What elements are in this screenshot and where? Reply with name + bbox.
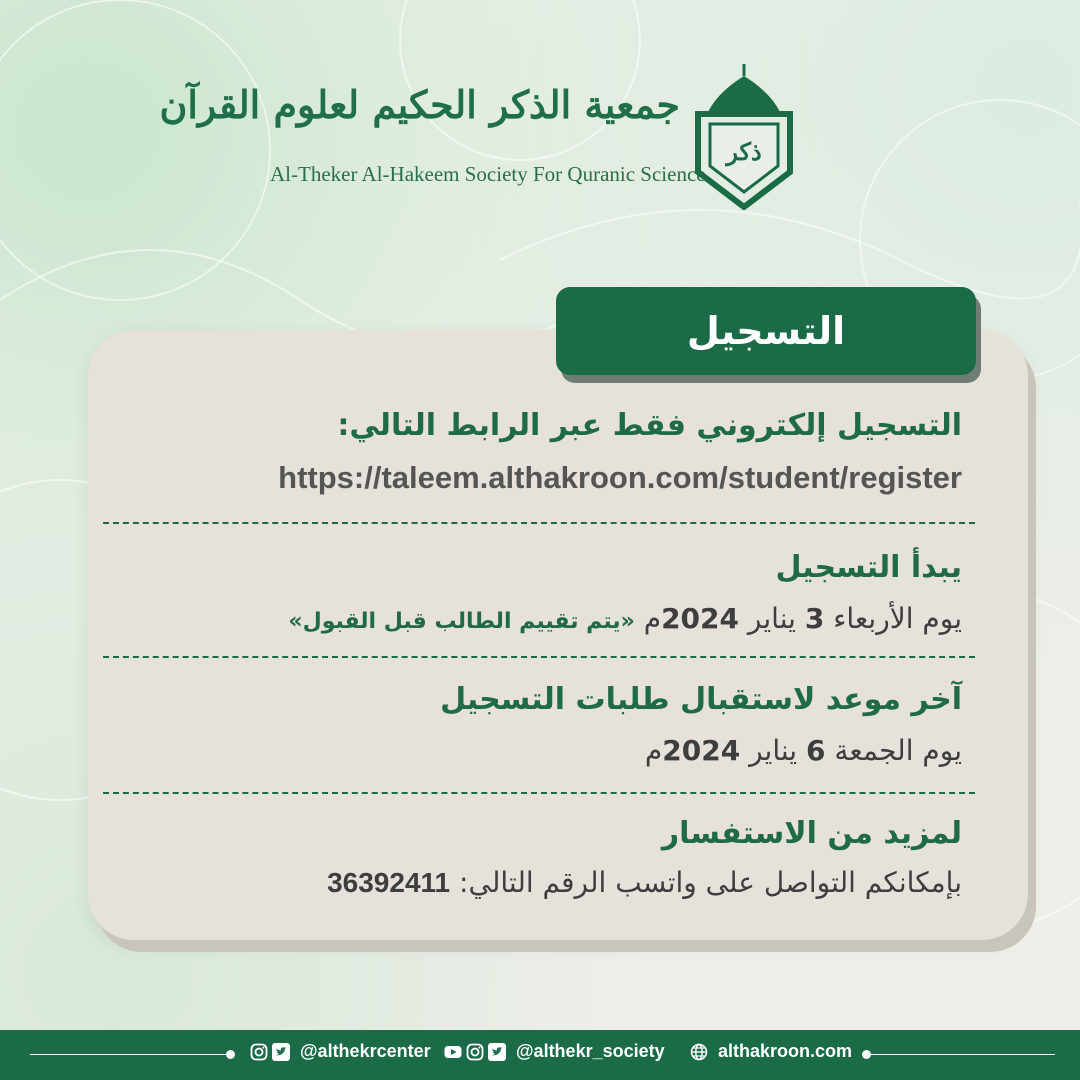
deadline-year: 2024	[662, 734, 741, 767]
twitter-icon[interactable]	[272, 1043, 290, 1061]
svg-text:ذكر: ذكر	[726, 137, 762, 166]
footer-social-group-2[interactable]	[444, 1041, 665, 1062]
footer	[0, 1030, 1080, 1080]
deadline-day-prefix: يوم الجمعة	[825, 734, 962, 767]
registration-link[interactable]: https://taleem.althakroon.com/student/register	[278, 460, 962, 495]
instagram-icon[interactable]	[466, 1043, 484, 1061]
instagram-icon[interactable]	[250, 1043, 268, 1061]
divider	[103, 792, 975, 794]
section3-detail	[645, 734, 962, 767]
youtube-icon[interactable]	[444, 1043, 462, 1061]
deadline-day-number: 6	[806, 734, 826, 767]
section2-heading: يبدأ التسجيل	[775, 550, 962, 585]
section4-detail	[327, 866, 962, 899]
start-day-number: 3	[804, 602, 825, 635]
header	[159, 62, 800, 212]
society-logo-icon	[688, 62, 800, 210]
evaluation-note: «يتم تقييم الطالب قبل القبول»	[288, 609, 635, 634]
section4-heading: لمزيد من الاستفسار	[661, 816, 962, 851]
divider	[103, 522, 975, 524]
footer-handle-1[interactable]: @althekrcenter	[300, 1041, 431, 1061]
deadline-suffix: م	[644, 734, 663, 767]
section2-detail	[288, 602, 962, 635]
footer-line	[865, 1054, 1055, 1055]
deadline-month: يناير	[740, 734, 807, 767]
start-month: يناير	[739, 602, 805, 635]
card-title: التسجيل	[686, 309, 846, 353]
twitter-icon[interactable]	[488, 1043, 506, 1061]
footer-dot	[862, 1050, 871, 1059]
org-name-arabic: جمعية الذكر الحكيم لعلوم القرآن	[159, 82, 680, 127]
section1-heading: التسجيل إلكتروني فقط عبر الرابط التالي:	[337, 408, 962, 443]
footer-line	[30, 1054, 230, 1055]
start-suffix: م	[634, 602, 662, 635]
contact-text: بإمكانكم التواصل على واتسب الرقم التالي:	[450, 866, 962, 899]
footer-handle-2[interactable]: @althekr_society	[516, 1041, 665, 1061]
footer-website-group[interactable]	[690, 1041, 852, 1062]
title-tab	[556, 287, 976, 375]
footer-social-group-1[interactable]	[250, 1041, 431, 1062]
footer-website[interactable]: althakroon.com	[718, 1041, 853, 1061]
section3-heading: آخر موعد لاستقبال طلبات التسجيل	[440, 682, 962, 717]
globe-icon[interactable]	[690, 1043, 708, 1061]
org-name-english: Al-Theker Al-Hakeem Society For Quranic Science	[270, 162, 706, 186]
start-year: 2024	[661, 602, 740, 635]
start-day-prefix: يوم الأربعاء	[824, 602, 962, 635]
footer-dot	[226, 1050, 235, 1059]
divider	[103, 656, 975, 658]
phone-number[interactable]: 36392411	[327, 867, 451, 898]
